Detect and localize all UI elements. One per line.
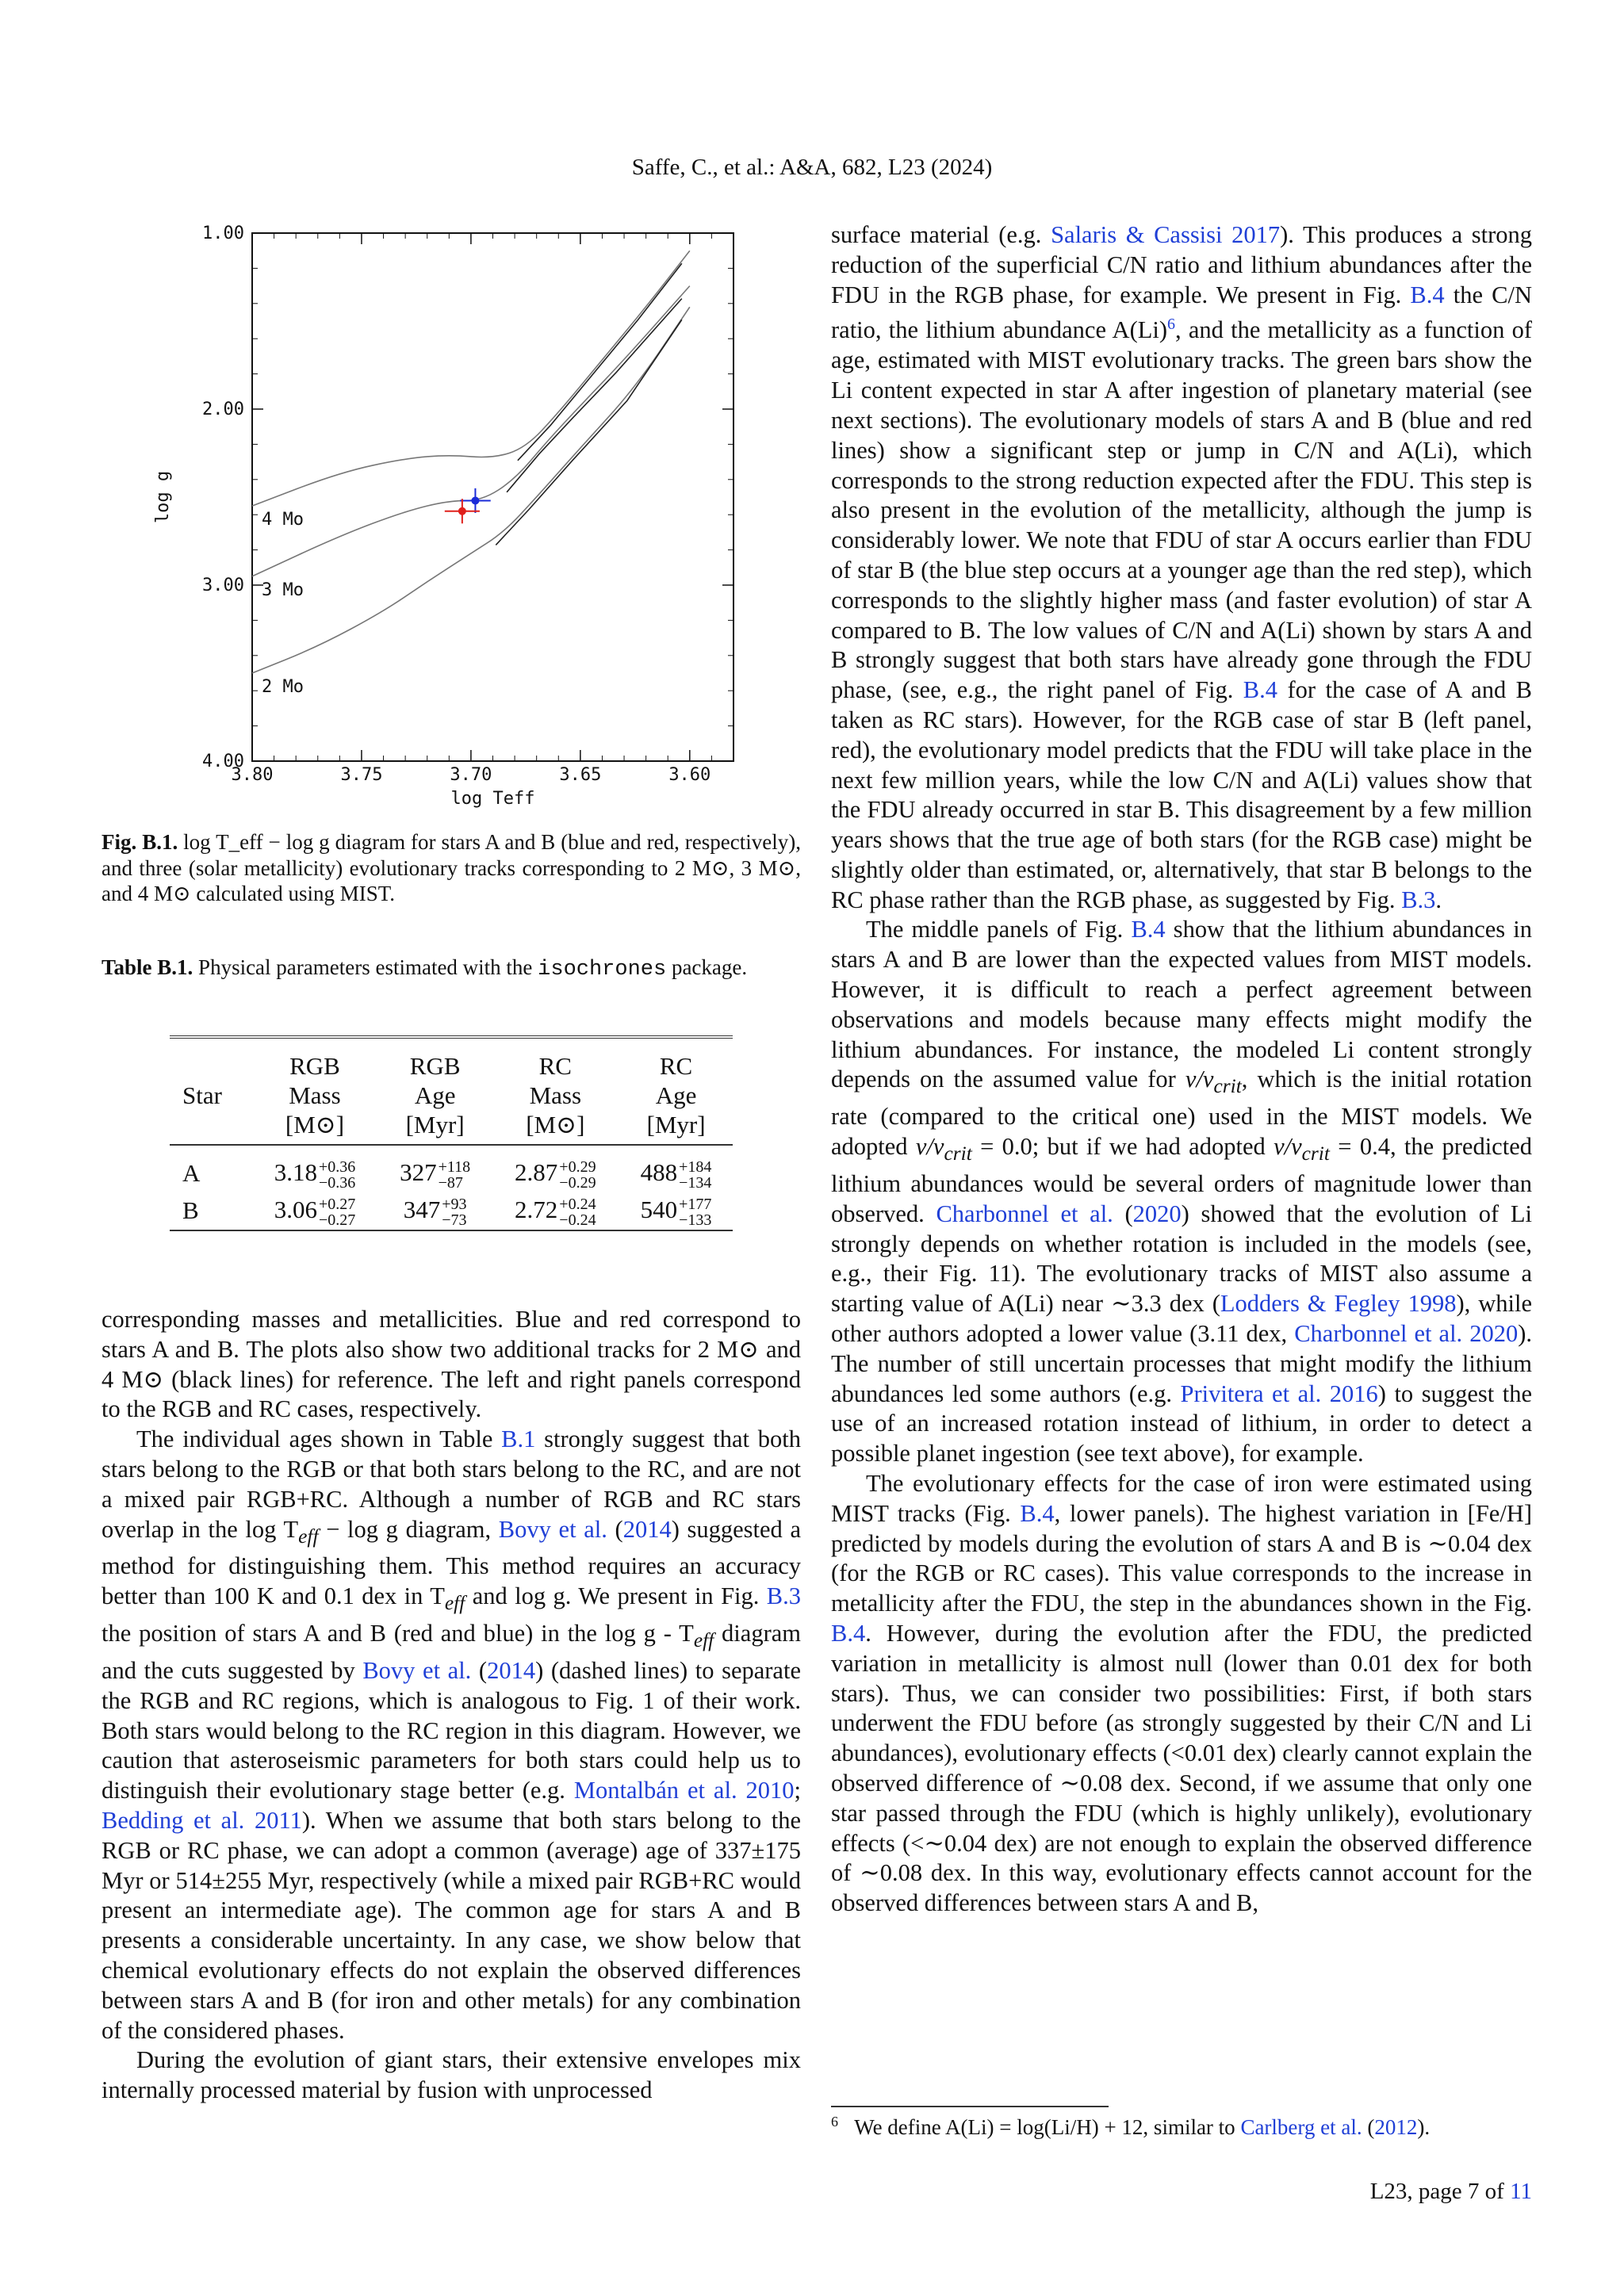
track-2-mo bbox=[252, 307, 690, 673]
value-cell: 327 +118 −87 bbox=[400, 1158, 471, 1192]
paragraph: The individual ages shown in Table B.1 strongly suggest that both stars belong to the RGB or that both stars belong to the RC, and are not a mixed pair RGB+RC. Although a number of RGB and RC stars overlap in the $\log T_{eff} - \log g$ diagram, Bovy et al. (2014) suggested a method for distinguishing them. This method requires an accuracy better than 100 K and 0.1 dex in $T_{eff}$ and log g. We present in Fig. B.3 the position of stars A and B (red and blue) in the log g - $T_{eff}$ diagram and the cuts suggested by Bovy et al. (2014) (dashed lines) to separate the RGB and RC regions, which is analogous to Fig. 1 of their work. Both stars would belong to the RC region in this diagram. However, we caution that asteroseismic parameters for both stars could help us to distinguish their evolutionary stage better (e.g. Montalbán et al. 2010; Bedding et al. 2011). When we assume that both stars belong to the RGB or RC phase, we can adopt a common (average) age of 337±175 Myr or 514±255 Myr, respectively (while a mixed pair RGB+RC would present an intermediate age). The common age for stars A and B presents a considerable uncertainty. In any case, we show below that chemical evolutionary effects do not explain the observed differences between stars A and B (for iron and other metals) for any combination of the considered phases. bbox=[102, 1425, 801, 2044]
citation-link[interactable]: Montalbán et al. 2010 bbox=[573, 1777, 795, 1804]
paragraph: The middle panels of Fig. B.4 show that the lithium abundances in stars A and B are lower than the expected values from MIST models. However, it is difficult to reach a perfect agreement between observations and models because many effects might modify the lithium abundances. For instance, the modeled Li content strongly depends on the assumed value for $v/v_{crit}$, which is the initial rotation rate (compared to the critical one) used in the MIST models. We adopted $v/v_{crit} = 0.0$; but if we had adopted $v/v_{crit} = 0.4$, the predicted lithium abundances would be several orders of magnitude lower than observed. Charbonnel et al. (2020) showed that the evolution of Li strongly depends on whether rotation is included in the models (see, e.g., their Fig. 11). The evolutionary tracks of MIST also assume a starting value of A(Li) near ∼3.3 dex (Lodders & Fegley 1998), while other authors adopted a lower value (3.11 dex, Charbonnel et al. 2020). The number of still uncertain processes that might modify the lithium abundances led some authors (e.g. Privitera et al. 2016) to suggest the use of an increased rotation instead of lithium, in order to detect a possible planet ingestion (see text above), for example. bbox=[831, 916, 1533, 1468]
figure-label: Fig. B.1. bbox=[102, 830, 178, 854]
package-name: isochrones bbox=[538, 958, 667, 982]
column-header: RGB Mass [M⊙] bbox=[285, 1052, 345, 1138]
x-tick-label: 3.75 bbox=[340, 765, 383, 785]
citation-link[interactable]: Charbonnel et al. bbox=[936, 1200, 1113, 1227]
track-label: 4 Mo bbox=[262, 510, 304, 530]
total-pages-link[interactable]: 11 bbox=[1510, 2179, 1532, 2204]
table-row bbox=[170, 1192, 733, 1230]
citation-link[interactable]: Privitera et al. 2016 bbox=[1180, 1380, 1378, 1407]
citation-year-link[interactable]: 2020 bbox=[1132, 1200, 1182, 1227]
hr-diagram bbox=[151, 214, 753, 825]
value-cell: 540 +177 −133 bbox=[640, 1195, 712, 1229]
citation-year-link[interactable]: 2014 bbox=[622, 1515, 672, 1543]
citation-link[interactable]: Salaris & Cassisi 2017 bbox=[1051, 221, 1281, 248]
citation-link[interactable]: Charbonnel et al. 2020 bbox=[1294, 1320, 1519, 1348]
track-label: 2 Mo bbox=[262, 677, 304, 697]
x-tick-label: 3.60 bbox=[668, 765, 711, 785]
value-cell: 488 +184 −134 bbox=[640, 1158, 712, 1192]
figure-ref-link[interactable]: B.4 bbox=[1410, 281, 1445, 308]
figure-caption bbox=[102, 829, 801, 907]
figure-ref-link[interactable]: B.3 bbox=[1401, 886, 1436, 913]
track-4-mo bbox=[252, 251, 690, 506]
left-column bbox=[102, 1305, 801, 2106]
citation-link[interactable]: Bedding et al. 2011 bbox=[102, 1807, 302, 1835]
paragraph: corresponding masses and metallicities. Blue and red correspond to stars A and B. The plots also show two additional tracks for 2 M⊙ and 4 M⊙ (black lines) for reference. The left and right panels correspond to the RGB and RC cases, respectively. bbox=[102, 1306, 801, 1423]
footnote-ref-link[interactable]: 6 bbox=[1167, 316, 1175, 334]
paragraph: surface material (e.g. Salaris & Cassisi 2017). This produces a strong reduction of the superficial C/N ratio and lithium abundances after the FDU in the RGB phase, for example. We present in Fig. B.4 the C/N ratio, the lithium abundance $A(Li)^6$, and the metallicity as a function of age, estimated with MIST evolutionary tracks. The green bars show the Li content expected in star A after ingestion of planetary material (see next sections). The evolutionary models of stars A and B (blue and red lines) show a significant step or jump in C/N and A(Li), which corresponds to the strong reduction expected after the FDU. This step is also present in the evolution of the metallicity, although the jump is considerably lower. We note that FDU of star A occurs earlier than FDU of star B (the blue step occurs at a younger age than the red step), which corresponds to the slightly higher mass (and faster evolution) of star A compared to B. The low values of C/N and A(Li) shown by stars A and B strongly suggest that both stars have already gone through the FDU phase, (see, e.g., the right panel of Fig. B.4 for the case of A and B taken as RC stars). However, for the RGB case of star B (left panel, red), the evolutionary model predicts that the FDU will take place in the next few million years, while the low C/N and A(Li) values show that the FDU already occurred in star B. This disagreement by a few million years shows that the true age of both stars (for the RGB case) might be slightly older than estimated, or, alternatively, that star B belongs to the RC phase rather than the RGB phase, as suggested by Fig. B.3. bbox=[831, 221, 1533, 913]
x-tick-label: 3.70 bbox=[450, 765, 492, 785]
value-cell: 347 +93 −73 bbox=[403, 1195, 467, 1229]
citation-year-link[interactable]: 2014 bbox=[487, 1657, 536, 1685]
x-axis-label: log Teff bbox=[450, 789, 535, 809]
paragraph: The evolutionary effects for the case of iron were estimated using MIST tracks (Fig. B.4, lower panels). The highest variation in [Fe/H] predicted by models during the evolution of stars A and B is ∼0.04 dex (for the RGB or RC cases). This value corresponds to the increase in metallicity after the FDU, the step in the abundances shown in the Fig. B.4. However, during the evolution after the FDU, the predicted variation in metallicity is almost null (lower than 0.01 dex for both stars). Thus, we can consider two possibilities: First, if both stars underwent the FDU before (as strongly suggested by their C/N and Li abundances), evolutionary effects (<0.01 dex) clearly cannot explain the observed difference of ∼0.08 dex. Second, if we assume that only one star passed through the FDU (which is highly unlikely), evolutionary effects (<∼0.04 dex) are not enough to explain the observed difference of ∼0.08 dex. In this way, evolutionary effects cannot account for the observed differences between stars A and B, bbox=[831, 1470, 1532, 1917]
star-point bbox=[471, 496, 479, 504]
figure-ref-link[interactable]: B.4 bbox=[1243, 676, 1278, 704]
value-cell: 2.72 +0.24 −0.24 bbox=[515, 1195, 596, 1229]
column-header: Star bbox=[182, 1081, 222, 1109]
table-row bbox=[170, 1145, 733, 1192]
value-cell: 3.06 +0.27 −0.27 bbox=[274, 1195, 356, 1229]
star-cell: A bbox=[182, 1159, 201, 1188]
column-header: RC Mass [M⊙] bbox=[526, 1052, 585, 1138]
y-tick-label: 4.00 bbox=[202, 752, 244, 771]
citation-link[interactable]: Bovy et al. bbox=[498, 1515, 607, 1543]
citation-link[interactable]: Bovy et al. bbox=[362, 1657, 472, 1685]
y-tick-label: 3.00 bbox=[202, 576, 244, 595]
column-header: RGB Age [Myr] bbox=[405, 1052, 465, 1138]
table-ref-link[interactable]: B.1 bbox=[501, 1425, 536, 1453]
y-tick-label: 1.00 bbox=[202, 224, 244, 243]
right-column bbox=[831, 220, 1532, 1919]
track-3-mo bbox=[252, 286, 690, 576]
star-point bbox=[458, 507, 466, 515]
value-cell: 2.87 +0.29 −0.29 bbox=[515, 1158, 596, 1192]
figure-ref-link[interactable]: B.3 bbox=[766, 1582, 801, 1610]
table-caption: Table B.1. Physical parameters estimated with the isochrones package. bbox=[102, 955, 748, 982]
table-label: Table B.1. bbox=[102, 955, 193, 979]
x-tick-label: 3.80 bbox=[231, 765, 274, 785]
running-header: Saffe, C., et al.: A&A, 682, L23 (2024) bbox=[631, 155, 993, 180]
plot-frame bbox=[252, 233, 733, 761]
page-number: L23, page 7 of 11 bbox=[1369, 2179, 1532, 2204]
y-axis-label: log g bbox=[153, 470, 173, 524]
citation-year-link[interactable]: 2012 bbox=[1374, 2115, 1418, 2139]
parameters-table bbox=[170, 1035, 733, 1231]
x-tick-label: 3.65 bbox=[559, 765, 602, 785]
figure-caption-text: log T_eff − log g diagram for stars A and B (blue and red, respectively), and three (solar metallicity) evolutionary tracks corresponding to 2 M⊙, 3 M⊙, and 4 M⊙ calculated using MIST. bbox=[102, 830, 801, 905]
figure-ref-link[interactable]: B.4 bbox=[1131, 916, 1166, 943]
footnote-rule bbox=[831, 2106, 1109, 2107]
track-branch bbox=[507, 299, 682, 492]
citation-link[interactable]: Carlberg et al. bbox=[1240, 2115, 1362, 2139]
footnote: $^6$ We define A(Li) = log(Li/H) + 12, similar to Carlberg et al. (2012). bbox=[831, 2114, 1431, 2139]
figure-ref-link[interactable]: B.4 bbox=[831, 1620, 866, 1647]
y-tick-label: 2.00 bbox=[202, 400, 244, 419]
track-label: 3 Mo bbox=[262, 580, 304, 600]
star-cell: B bbox=[182, 1196, 199, 1225]
figure-ref-link[interactable]: B.4 bbox=[1020, 1499, 1055, 1527]
citation-link[interactable]: Lodders & Fegley 1998 bbox=[1220, 1290, 1457, 1318]
paragraph: During the evolution of giant stars, their extensive envelopes mix internally processed material by fusion with unprocessed bbox=[102, 2046, 801, 2104]
column-header: RC Age [Myr] bbox=[646, 1052, 706, 1138]
value-cell: 3.18 +0.36 −0.36 bbox=[274, 1158, 356, 1192]
